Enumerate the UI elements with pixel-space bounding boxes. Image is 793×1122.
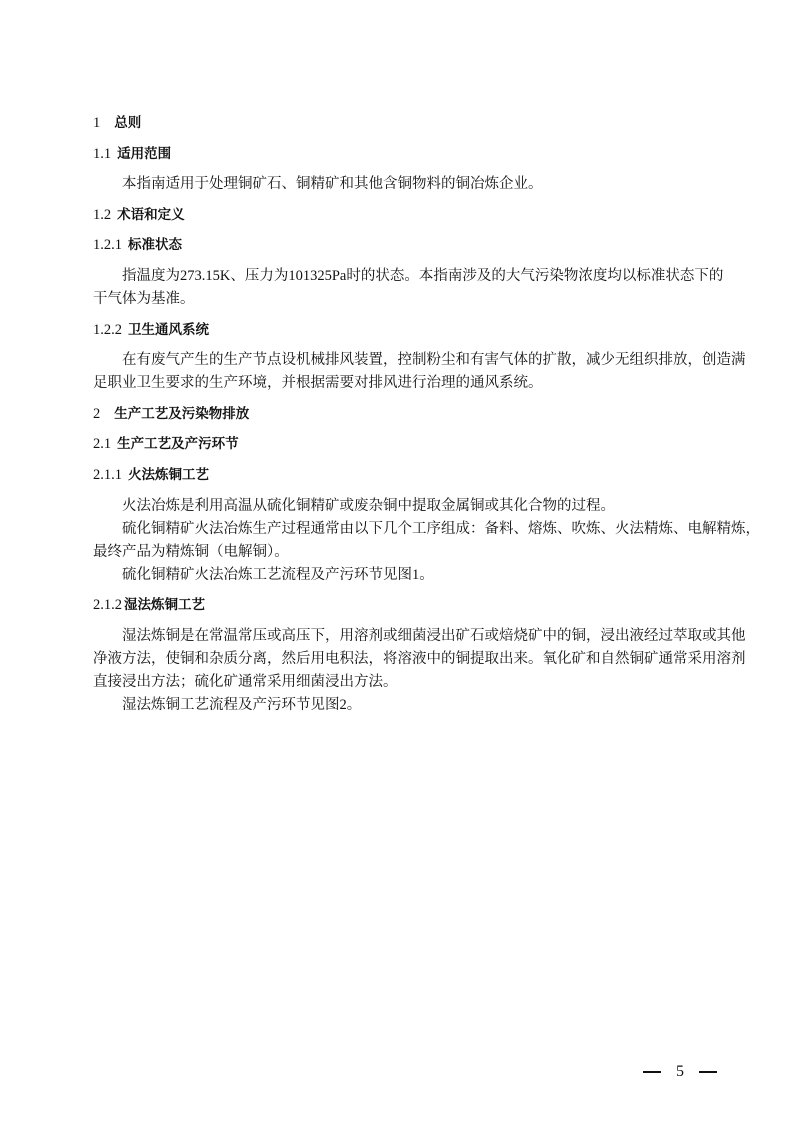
page-number-value: 5 bbox=[676, 1063, 684, 1080]
heading-1: 1 总则 bbox=[93, 115, 142, 131]
heading-1-2-1: 1.2.1 标准状态 bbox=[93, 237, 182, 253]
paragraph-1-2-1-line: 指温度为273.15K、压力为101325Pa时的状态。本指南涉及的大气污染物浓度均以标准状态下的 bbox=[122, 268, 724, 284]
paragraph-1-2-2-line: 足职业卫生要求的生产环境，并根据需要对排风进行治理的通风系统。 bbox=[93, 375, 543, 391]
page-number bbox=[643, 1063, 717, 1081]
page-number-dash-left bbox=[643, 1071, 661, 1072]
paragraph-2-1-1c: 硫化铜精矿火法冶炼工艺流程及产污环节见图1。 bbox=[122, 567, 434, 583]
paragraph-1-2-1-line: 干气体为基准。 bbox=[93, 291, 195, 307]
paragraph-2-1-1a: 火法冶炼是利用高温从硫化铜精矿或废杂铜中提取金属铜或其化合物的过程。 bbox=[122, 498, 615, 514]
heading-2-1-2: 2.1.2 湿法炼铜工艺 bbox=[93, 597, 205, 613]
heading-2-1-1: 2.1.1 火法炼铜工艺 bbox=[93, 467, 209, 483]
heading-2: 2 生产工艺及污染物排放 bbox=[93, 406, 250, 422]
paragraph-2-1-2a-line: 净液方法，使铜和杂质分离，然后用电积法，将溶液中的铜提取出来。氧化矿和自然铜矿通常采用溶剂 bbox=[93, 651, 746, 667]
heading-1-1: 1.1 适用范围 bbox=[93, 146, 172, 162]
heading-1-2-2: 1.2.2 卫生通风系统 bbox=[93, 322, 209, 338]
page-number-dash-right bbox=[699, 1071, 717, 1072]
paragraph-2-1-1b-line: 硫化铜精矿火法冶炼生产过程通常由以下几个工序组成：备料、熔炼、吹炼、火法精炼、电解精炼， bbox=[122, 521, 760, 537]
paragraph-2-1-2a-line: 直接浸出方法；硫化矿通常采用细菌浸出方法。 bbox=[93, 674, 398, 690]
heading-2-1: 2.1 生产工艺及产污环节 bbox=[93, 436, 239, 452]
paragraph-1-1: 本指南适用于处理铜矿石、铜精矿和其他含铜物料的铜冶炼企业。 bbox=[122, 176, 543, 192]
paragraph-2-1-2a-line: 湿法炼铜是在常温常压或高压下，用溶剂或细菌浸出矿石或焙烧矿中的铜，浸出液经过萃取或其他 bbox=[122, 628, 746, 644]
paragraph-2-1-1b-line: 最终产品为精炼铜（电解铜）。 bbox=[93, 544, 289, 560]
paragraph-2-1-2b: 湿法炼铜工艺流程及产污环节见图2。 bbox=[122, 697, 362, 713]
heading-1-2: 1.2 术语和定义 bbox=[93, 207, 185, 223]
paragraph-1-2-2-line: 在有废气产生的生产节点设机械排风装置，控制粉尘和有害气体的扩散，减少无组织排放，创造满 bbox=[122, 352, 746, 368]
